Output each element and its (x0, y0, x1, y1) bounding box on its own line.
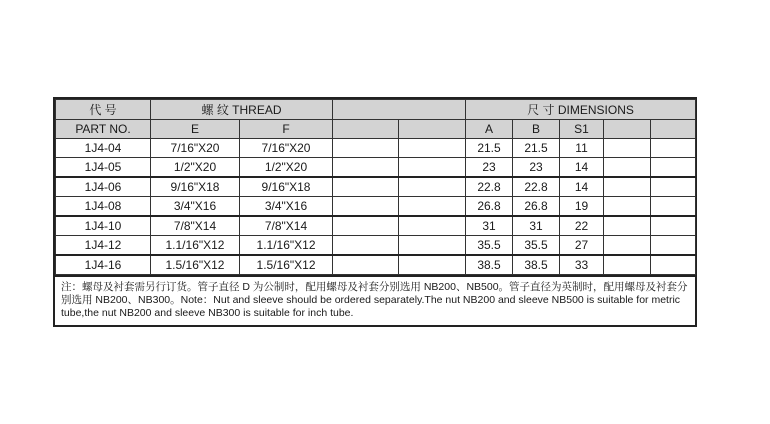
empty-cell (604, 197, 651, 217)
b-cell: 21.5 (513, 139, 560, 158)
table-row (56, 197, 696, 217)
empty-cell (651, 139, 696, 158)
a-cell: 23 (466, 158, 513, 178)
code-header: 代 号 (56, 100, 151, 120)
a-cell: 31 (466, 216, 513, 236)
empty-header-cell (399, 120, 466, 139)
table-row (56, 177, 696, 197)
empty-cell (399, 197, 466, 217)
empty-cell (604, 255, 651, 275)
table-row (56, 255, 696, 275)
empty-cell (604, 158, 651, 178)
s1-cell: 19 (560, 197, 604, 217)
s1-cell: 11 (560, 139, 604, 158)
thread-header: 螺 纹 THREAD (151, 100, 333, 120)
s1-header: S1 (560, 120, 604, 139)
part-no-cell: 1J4-04 (56, 139, 151, 158)
e-cell: 7/8"X14 (151, 216, 240, 236)
part-no-header: PART NO. (56, 120, 151, 139)
e-cell: 7/16"X20 (151, 139, 240, 158)
empty-cell (651, 197, 696, 217)
a-cell: 26.8 (466, 197, 513, 217)
empty-cell (333, 255, 399, 275)
f-cell: 7/8"X14 (240, 216, 333, 236)
b-header: B (513, 120, 560, 139)
a-cell: 38.5 (466, 255, 513, 275)
part-no-cell: 1J4-12 (56, 236, 151, 256)
empty-cell (651, 216, 696, 236)
s1-cell: 14 (560, 177, 604, 197)
spec-table-container (53, 97, 697, 327)
part-no-cell: 1J4-05 (56, 158, 151, 178)
a-cell: 35.5 (466, 236, 513, 256)
a-header: A (466, 120, 513, 139)
a-cell: 22.8 (466, 177, 513, 197)
e-cell: 3/4"X16 (151, 197, 240, 217)
spec-table (55, 99, 696, 275)
footnote: 注：螺母及衬套需另行订货。管子直径 D 为公制时，配用螺母及衬套分别选用 NB200、NB500。管子直径为英制时，配用螺母及衬套分别选用 NB200、NB300。Note：Nut and sleeve should be ordered separately.The nut NB200 and sleeve NB500 is suitable for metric tube,the nut NB200 and sleeve NB300 is suitable for inch tube. (55, 275, 695, 325)
b-cell: 23 (513, 158, 560, 178)
e-cell: 1.5/16"X12 (151, 255, 240, 275)
empty-cell (399, 255, 466, 275)
part-no-cell: 1J4-08 (56, 197, 151, 217)
f-cell: 1.5/16"X12 (240, 255, 333, 275)
f-header: F (240, 120, 333, 139)
empty-cell (651, 236, 696, 256)
header-blank-cell (333, 100, 466, 120)
empty-cell (333, 236, 399, 256)
empty-cell (399, 158, 466, 178)
dimensions-header: 尺 寸 DIMENSIONS (466, 100, 696, 120)
empty-cell (604, 216, 651, 236)
empty-cell (651, 158, 696, 178)
b-cell: 26.8 (513, 197, 560, 217)
empty-cell (604, 139, 651, 158)
empty-cell (333, 197, 399, 217)
f-cell: 1/2"X20 (240, 158, 333, 178)
empty-cell (604, 177, 651, 197)
empty-header-cell (333, 120, 399, 139)
empty-cell (333, 139, 399, 158)
s1-cell: 22 (560, 216, 604, 236)
empty-cell (651, 255, 696, 275)
f-cell: 9/16"X18 (240, 177, 333, 197)
f-cell: 3/4"X16 (240, 197, 333, 217)
f-cell: 7/16"X20 (240, 139, 333, 158)
table-row (56, 139, 696, 158)
s1-cell: 33 (560, 255, 604, 275)
empty-header-cell (651, 120, 696, 139)
s1-cell: 27 (560, 236, 604, 256)
e-cell: 9/16"X18 (151, 177, 240, 197)
part-no-cell: 1J4-06 (56, 177, 151, 197)
a-cell: 21.5 (466, 139, 513, 158)
empty-cell (333, 158, 399, 178)
empty-cell (399, 177, 466, 197)
header-row-2 (56, 120, 696, 139)
empty-header-cell (604, 120, 651, 139)
e-header: E (151, 120, 240, 139)
f-cell: 1.1/16"X12 (240, 236, 333, 256)
empty-cell (399, 139, 466, 158)
empty-cell (399, 236, 466, 256)
empty-cell (333, 177, 399, 197)
empty-cell (333, 216, 399, 236)
table-row (56, 216, 696, 236)
e-cell: 1.1/16"X12 (151, 236, 240, 256)
part-no-cell: 1J4-16 (56, 255, 151, 275)
b-cell: 38.5 (513, 255, 560, 275)
b-cell: 35.5 (513, 236, 560, 256)
empty-cell (604, 236, 651, 256)
header-row-1 (56, 100, 696, 120)
part-no-cell: 1J4-10 (56, 216, 151, 236)
s1-cell: 14 (560, 158, 604, 178)
b-cell: 22.8 (513, 177, 560, 197)
table-row (56, 236, 696, 256)
table-row (56, 158, 696, 178)
b-cell: 31 (513, 216, 560, 236)
empty-cell (399, 216, 466, 236)
e-cell: 1/2"X20 (151, 158, 240, 178)
empty-cell (651, 177, 696, 197)
